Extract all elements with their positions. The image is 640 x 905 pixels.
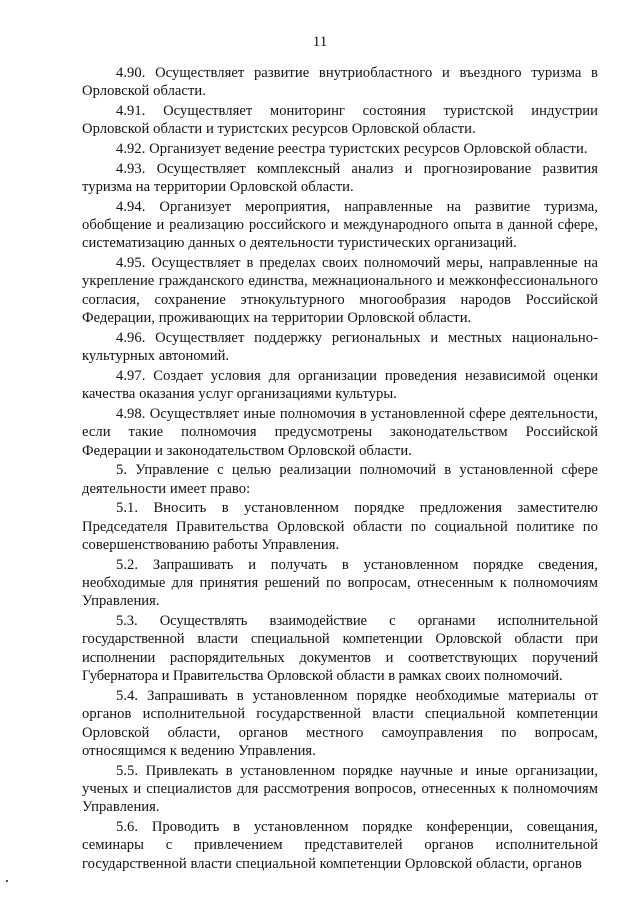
paragraph-4-98: 4.98. Осуществляет иные полномочия в установленной сфере деятельности, если такие полномочия предусмотрены законодательством Российской Федерации и законодательством Орловской области. (82, 405, 598, 459)
paragraph-5-5: 5.5. Привлекать в установленном порядке научные и иные организации, ученых и специалистов для рассмотрения вопросов, отнесенных к полномочиям Управления. (82, 762, 598, 816)
document-body (82, 64, 598, 874)
paragraph-5-1: 5.1. Вносить в установленном порядке предложения заместителю Председателя Правительства Орловской области по социальной политике по совершенствованию работы Управления. (82, 500, 598, 554)
scan-artifact-dot (6, 880, 8, 882)
paragraph-4-90: 4.90. Осуществляет развитие внутриобластного и въездного туризма в Орловской области. (82, 65, 598, 100)
paragraph-5-6: 5.6. Проводить в установленном порядке конференции, совещания, семинары с привлечением представителей органов исполнительной государственной власти специальной компетенции Орловской области, органов (82, 819, 598, 872)
paragraph-4-96: 4.96. Осуществляет поддержку региональных и местных национально-культурных автономий. (82, 329, 598, 365)
paragraph-4-92: 4.92. Организует ведение реестра туристских ресурсов Орловской области. (116, 141, 588, 157)
paragraph-4-95: 4.95. Осуществляет в пределах своих полномочий меры, направленные на укрепление гражданского единства, межнационального и межконфессионального согласия, сохранение этнокультурного многообразия народов Российской Федерации, проживающих на территории Орловской области. (82, 255, 598, 327)
paragraph-5-3: 5.3. Осуществлять взаимодействие с органами исполнительной государственной власти специальной компетенции Орловской области при исполнении распорядительных документов и соответствующих поручений Губернатора и Правительства Орловской области в рамках своих полномочий. (82, 613, 598, 685)
page-number: 11 (312, 34, 328, 50)
paragraph-5-2: 5.2. Запрашивать и получать в установленном порядке сведения, необходимые для принятия решений по вопросам, отнесенным к полномочиям Управления. (82, 556, 598, 610)
paragraph-4-97: 4.97. Создает условия для организации проведения независимой оценки качества оказания услуг организациями культуры. (82, 367, 598, 403)
paragraph-4-93: 4.93. Осуществляет комплексный анализ и прогнозирование развития туризма на территории Орловской области. (82, 160, 598, 195)
paragraph-5-4: 5.4. Запрашивать в установленном порядке необходимые материалы от органов исполнительной государственной власти специальной компетенции Орловской области, органов местного самоуправления по вопросам, относящимся к ведению Управления. (82, 687, 598, 760)
paragraph-5: 5. Управление с целью реализации полномочий в установленной сфере деятельности имеет право: (82, 462, 598, 497)
paragraph-4-91: 4.91. Осуществляет мониторинг состояния туристской индустрии Орловской области и туристских ресурсов Орловской области. (82, 103, 598, 138)
paragraph-4-94: 4.94. Организует мероприятия, направленные на развитие туризма, обобщение и реализацию российского и международного опыта в данной сфере, систематизацию данных о деятельности туристических организаций. (82, 198, 598, 252)
